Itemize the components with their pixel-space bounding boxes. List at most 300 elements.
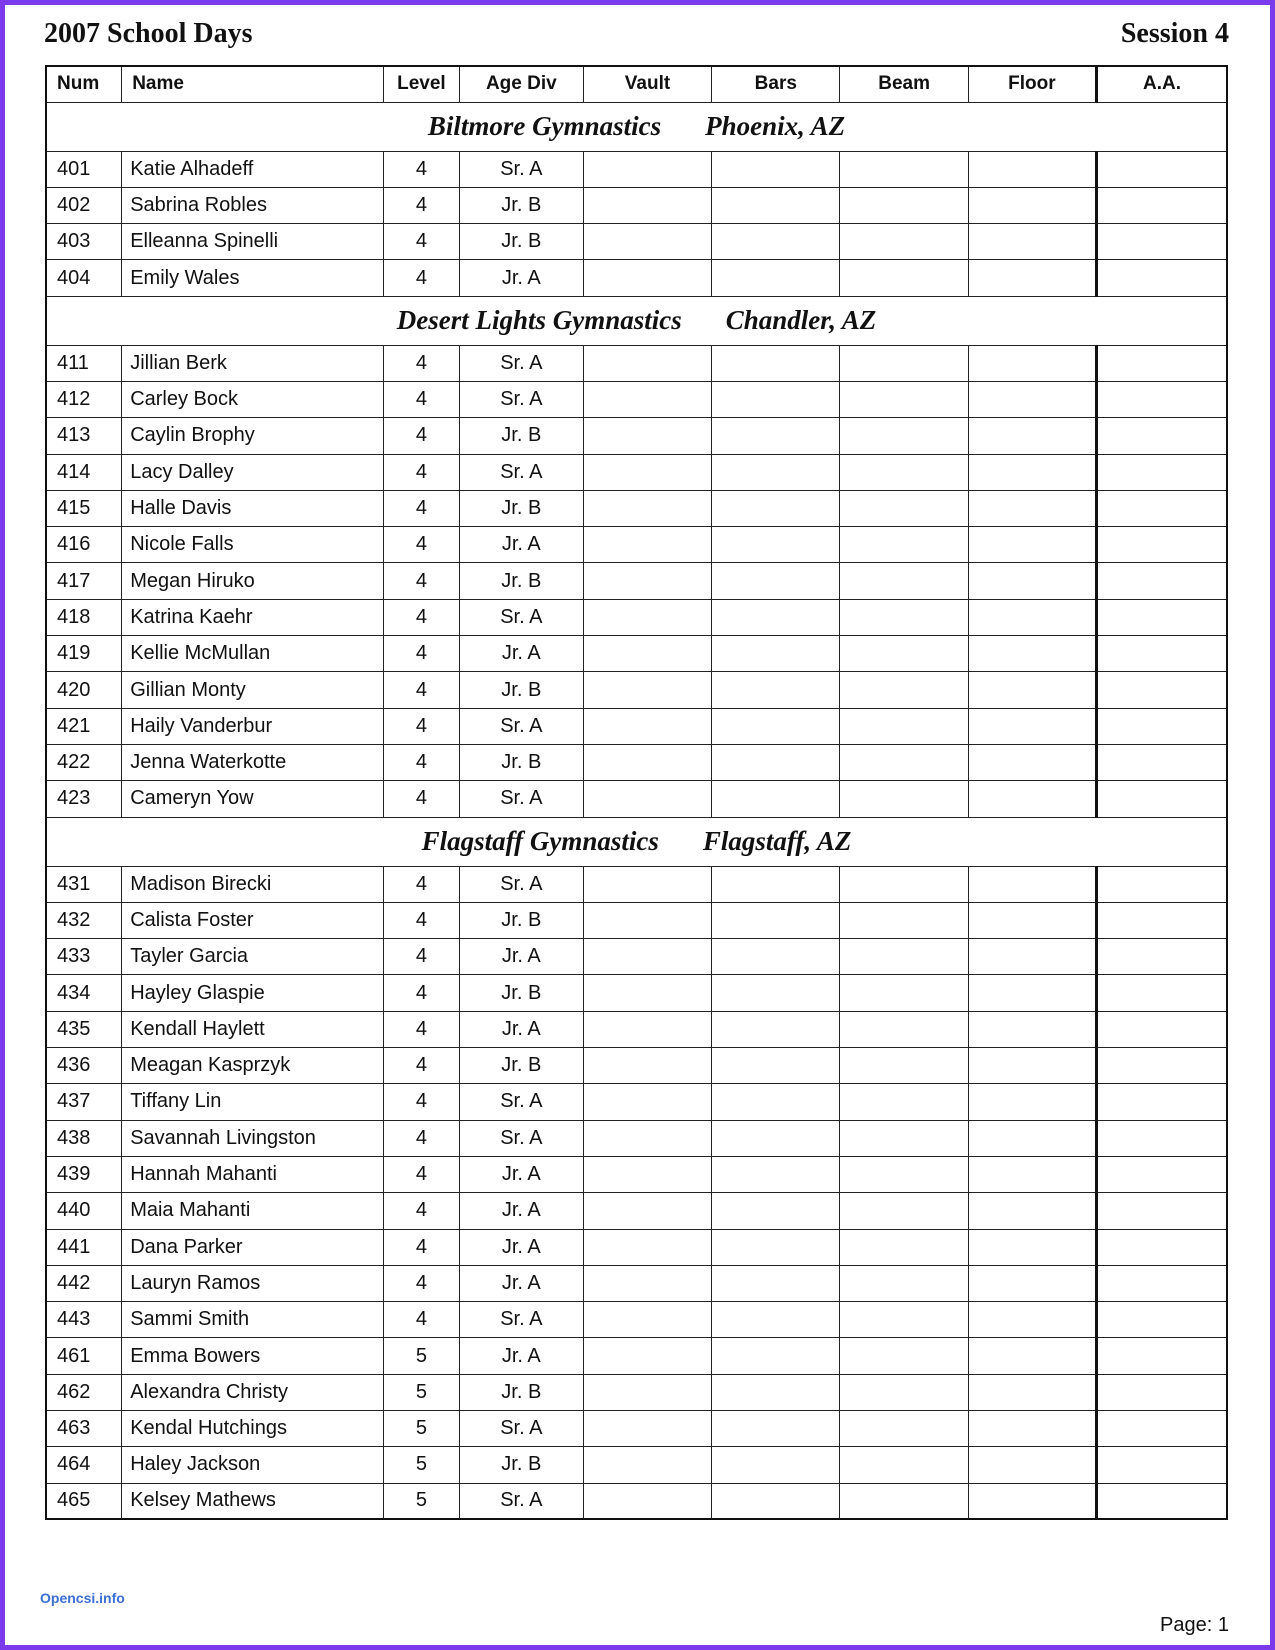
gymnast-age-div: Sr. A [459, 708, 583, 744]
bars-score-cell [712, 599, 840, 635]
floor-score-cell [968, 781, 1096, 817]
gymnast-name: Kendal Hutchings [122, 1411, 384, 1447]
aa-score-cell [1097, 1156, 1227, 1192]
bars-score-cell [712, 672, 840, 708]
beam-score-cell [840, 744, 968, 780]
gymnast-age-div: Sr. A [459, 1302, 583, 1338]
vault-score-cell [583, 381, 711, 417]
gymnast-level: 4 [384, 599, 460, 635]
gymnast-level: 4 [384, 636, 460, 672]
aa-score-cell [1097, 224, 1227, 260]
beam-score-cell [840, 563, 968, 599]
club-city: Chandler, AZ [725, 305, 877, 336]
bars-score-cell [712, 636, 840, 672]
club-header [46, 817, 1227, 866]
gymnast-number: 417 [46, 563, 122, 599]
vault-score-cell [583, 1120, 711, 1156]
gymnast-level: 5 [384, 1447, 460, 1483]
table-row [46, 975, 1227, 1011]
aa-score-cell [1097, 1229, 1227, 1265]
gymnast-name: Lauryn Ramos [122, 1265, 384, 1301]
table-row [46, 224, 1227, 260]
table-row [46, 599, 1227, 635]
vault-score-cell [583, 1483, 711, 1519]
gymnast-age-div: Sr. A [459, 381, 583, 417]
table-row [46, 1193, 1227, 1229]
score-sheet-table [45, 65, 1228, 1520]
aa-score-cell [1097, 151, 1227, 187]
gymnast-name: Jenna Waterkotte [122, 744, 384, 780]
gymnast-age-div: Jr. A [459, 1229, 583, 1265]
gymnast-level: 5 [384, 1338, 460, 1374]
aa-score-cell [1097, 866, 1227, 902]
gymnast-level: 4 [384, 708, 460, 744]
gymnast-level: 4 [384, 1229, 460, 1265]
beam-score-cell [840, 1338, 968, 1374]
gymnast-name: Tayler Garcia [122, 939, 384, 975]
beam-score-cell [840, 708, 968, 744]
gymnast-number: 422 [46, 744, 122, 780]
aa-score-cell [1097, 902, 1227, 938]
gymnast-number: 419 [46, 636, 122, 672]
gymnast-number: 440 [46, 1193, 122, 1229]
beam-score-cell [840, 454, 968, 490]
col-header-aa: A.A. [1097, 66, 1227, 102]
vault-score-cell [583, 224, 711, 260]
vault-score-cell [583, 744, 711, 780]
header-row [46, 66, 1227, 102]
floor-score-cell [968, 708, 1096, 744]
gymnast-age-div: Sr. A [459, 1120, 583, 1156]
gymnast-age-div: Sr. A [459, 1411, 583, 1447]
vault-score-cell [583, 902, 711, 938]
table-row [46, 636, 1227, 672]
aa-score-cell [1097, 454, 1227, 490]
gymnast-age-div: Jr. A [459, 636, 583, 672]
vault-score-cell [583, 490, 711, 526]
vault-score-cell [583, 1265, 711, 1301]
gymnast-name: Madison Birecki [122, 866, 384, 902]
col-header-vault: Vault [583, 66, 711, 102]
gymnast-age-div: Sr. A [459, 1084, 583, 1120]
aa-score-cell [1097, 672, 1227, 708]
beam-score-cell [840, 151, 968, 187]
aa-score-cell [1097, 744, 1227, 780]
floor-score-cell [968, 1411, 1096, 1447]
beam-score-cell [840, 1483, 968, 1519]
aa-score-cell [1097, 708, 1227, 744]
gymnast-number: 464 [46, 1447, 122, 1483]
bars-score-cell [712, 975, 840, 1011]
vault-score-cell [583, 1156, 711, 1192]
gymnast-number: 465 [46, 1483, 122, 1519]
gymnast-name: Savannah Livingston [122, 1120, 384, 1156]
gymnast-number: 432 [46, 902, 122, 938]
gymnast-age-div: Jr. B [459, 418, 583, 454]
gymnast-name: Caylin Brophy [122, 418, 384, 454]
table-row [46, 418, 1227, 454]
gymnast-name: Emily Wales [122, 260, 384, 296]
gymnast-name: Maia Mahanti [122, 1193, 384, 1229]
aa-score-cell [1097, 260, 1227, 296]
club-name: Flagstaff Gymnastics [421, 826, 659, 857]
gymnast-name: Tiffany Lin [122, 1084, 384, 1120]
gymnast-level: 4 [384, 1048, 460, 1084]
vault-score-cell [583, 1338, 711, 1374]
gymnast-age-div: Jr. B [459, 187, 583, 223]
gymnast-age-div: Jr. B [459, 224, 583, 260]
beam-score-cell [840, 527, 968, 563]
beam-score-cell [840, 418, 968, 454]
gymnast-level: 5 [384, 1483, 460, 1519]
floor-score-cell [968, 490, 1096, 526]
beam-score-cell [840, 345, 968, 381]
table-row [46, 781, 1227, 817]
aa-score-cell [1097, 1302, 1227, 1338]
gymnast-name: Dana Parker [122, 1229, 384, 1265]
gymnast-name: Kendall Haylett [122, 1011, 384, 1047]
table-row [46, 708, 1227, 744]
gymnast-age-div: Sr. A [459, 599, 583, 635]
beam-score-cell [840, 902, 968, 938]
gymnast-number: 434 [46, 975, 122, 1011]
vault-score-cell [583, 1048, 711, 1084]
vault-score-cell [583, 1084, 711, 1120]
bars-score-cell [712, 866, 840, 902]
table-row [46, 151, 1227, 187]
floor-score-cell [968, 939, 1096, 975]
beam-score-cell [840, 866, 968, 902]
aa-score-cell [1097, 563, 1227, 599]
gymnast-level: 4 [384, 672, 460, 708]
bars-score-cell [712, 1011, 840, 1047]
club-header-row [46, 817, 1227, 866]
floor-score-cell [968, 260, 1096, 296]
bars-score-cell [712, 1411, 840, 1447]
club-header-row [46, 102, 1227, 151]
vault-score-cell [583, 151, 711, 187]
club-header-row [46, 296, 1227, 345]
gymnast-level: 4 [384, 381, 460, 417]
table-row [46, 902, 1227, 938]
gymnast-name: Cameryn Yow [122, 781, 384, 817]
club-header [46, 296, 1227, 345]
floor-score-cell [968, 672, 1096, 708]
bars-score-cell [712, 1302, 840, 1338]
bars-score-cell [712, 563, 840, 599]
table-row [46, 1411, 1227, 1447]
floor-score-cell [968, 418, 1096, 454]
vault-score-cell [583, 636, 711, 672]
floor-score-cell [968, 1483, 1096, 1519]
bars-score-cell [712, 490, 840, 526]
beam-score-cell [840, 672, 968, 708]
gymnast-name: Nicole Falls [122, 527, 384, 563]
beam-score-cell [840, 1265, 968, 1301]
gymnast-name: Katrina Kaehr [122, 599, 384, 635]
bars-score-cell [712, 1193, 840, 1229]
floor-score-cell [968, 1447, 1096, 1483]
gymnast-number: 416 [46, 527, 122, 563]
beam-score-cell [840, 1447, 968, 1483]
gymnast-age-div: Jr. B [459, 672, 583, 708]
gymnast-level: 4 [384, 418, 460, 454]
gymnast-number: 418 [46, 599, 122, 635]
aa-score-cell [1097, 939, 1227, 975]
floor-score-cell [968, 1302, 1096, 1338]
aa-score-cell [1097, 781, 1227, 817]
gymnast-number: 431 [46, 866, 122, 902]
vault-score-cell [583, 1193, 711, 1229]
vault-score-cell [583, 975, 711, 1011]
gymnast-level: 4 [384, 866, 460, 902]
table-row [46, 1265, 1227, 1301]
bars-score-cell [712, 1120, 840, 1156]
gymnast-age-div: Jr. A [459, 1265, 583, 1301]
gymnast-number: 443 [46, 1302, 122, 1338]
aa-score-cell [1097, 381, 1227, 417]
gymnast-level: 4 [384, 490, 460, 526]
gymnast-name: Carley Bock [122, 381, 384, 417]
table-row [46, 345, 1227, 381]
floor-score-cell [968, 224, 1096, 260]
gymnast-number: 421 [46, 708, 122, 744]
gymnast-age-div: Sr. A [459, 866, 583, 902]
beam-score-cell [840, 381, 968, 417]
aa-score-cell [1097, 1048, 1227, 1084]
beam-score-cell [840, 1120, 968, 1156]
floor-score-cell [968, 381, 1096, 417]
floor-score-cell [968, 744, 1096, 780]
aa-score-cell [1097, 1447, 1227, 1483]
bars-score-cell [712, 1156, 840, 1192]
vault-score-cell [583, 1411, 711, 1447]
gymnast-age-div: Jr. A [459, 1193, 583, 1229]
gymnast-age-div: Jr. B [459, 744, 583, 780]
bars-score-cell [712, 527, 840, 563]
gymnast-age-div: Jr. A [459, 1156, 583, 1192]
page-number: Page: 1 [1160, 1614, 1229, 1636]
gymnast-level: 4 [384, 151, 460, 187]
gymnast-number: 411 [46, 345, 122, 381]
gymnast-number: 413 [46, 418, 122, 454]
aa-score-cell [1097, 1338, 1227, 1374]
gymnast-level: 4 [384, 939, 460, 975]
table-row [46, 1338, 1227, 1374]
gymnast-name: Calista Foster [122, 902, 384, 938]
floor-score-cell [968, 1193, 1096, 1229]
gymnast-level: 4 [384, 527, 460, 563]
vault-score-cell [583, 939, 711, 975]
beam-score-cell [840, 187, 968, 223]
table-row [46, 1048, 1227, 1084]
bars-score-cell [712, 224, 840, 260]
gymnast-name: Lacy Dalley [122, 454, 384, 490]
gymnast-level: 4 [384, 224, 460, 260]
floor-score-cell [968, 1338, 1096, 1374]
aa-score-cell [1097, 1084, 1227, 1120]
aa-score-cell [1097, 527, 1227, 563]
gymnast-number: 401 [46, 151, 122, 187]
aa-score-cell [1097, 1120, 1227, 1156]
gymnast-age-div: Sr. A [459, 1483, 583, 1519]
col-header-floor: Floor [968, 66, 1096, 102]
floor-score-cell [968, 1120, 1096, 1156]
gymnast-age-div: Jr. B [459, 1048, 583, 1084]
bars-score-cell [712, 187, 840, 223]
bars-score-cell [712, 1229, 840, 1265]
beam-score-cell [840, 1156, 968, 1192]
beam-score-cell [840, 1193, 968, 1229]
gymnast-level: 4 [384, 744, 460, 780]
beam-score-cell [840, 636, 968, 672]
beam-score-cell [840, 1084, 968, 1120]
bars-score-cell [712, 151, 840, 187]
floor-score-cell [968, 866, 1096, 902]
vault-score-cell [583, 781, 711, 817]
gymnast-age-div: Jr. B [459, 490, 583, 526]
gymnast-age-div: Jr. B [459, 1374, 583, 1410]
table-row [46, 1447, 1227, 1483]
table-row [46, 1374, 1227, 1410]
bars-score-cell [712, 345, 840, 381]
gymnast-number: 404 [46, 260, 122, 296]
gymnast-number: 461 [46, 1338, 122, 1374]
vault-score-cell [583, 1447, 711, 1483]
gymnast-number: 435 [46, 1011, 122, 1047]
vault-score-cell [583, 345, 711, 381]
club-city: Phoenix, AZ [705, 111, 846, 141]
beam-score-cell [840, 490, 968, 526]
bars-score-cell [712, 1265, 840, 1301]
floor-score-cell [968, 151, 1096, 187]
gymnast-name: Meagan Kasprzyk [122, 1048, 384, 1084]
gymnast-name: Emma Bowers [122, 1338, 384, 1374]
vault-score-cell [583, 672, 711, 708]
bars-score-cell [712, 260, 840, 296]
table-row [46, 1483, 1227, 1519]
gymnast-level: 4 [384, 975, 460, 1011]
gymnast-age-div: Jr. B [459, 563, 583, 599]
beam-score-cell [840, 1374, 968, 1410]
floor-score-cell [968, 636, 1096, 672]
aa-score-cell [1097, 1374, 1227, 1410]
beam-score-cell [840, 781, 968, 817]
gymnast-age-div: Sr. A [459, 781, 583, 817]
aa-score-cell [1097, 1193, 1227, 1229]
gymnast-age-div: Jr. A [459, 260, 583, 296]
aa-score-cell [1097, 1483, 1227, 1519]
gymnast-age-div: Jr. A [459, 939, 583, 975]
gymnast-age-div: Sr. A [459, 151, 583, 187]
beam-score-cell [840, 975, 968, 1011]
gymnast-age-div: Jr. B [459, 975, 583, 1011]
aa-score-cell [1097, 599, 1227, 635]
bars-score-cell [712, 1483, 840, 1519]
bars-score-cell [712, 744, 840, 780]
gymnast-number: 420 [46, 672, 122, 708]
gymnast-number: 462 [46, 1374, 122, 1410]
col-header-beam: Beam [840, 66, 968, 102]
gymnast-name: Halle Davis [122, 490, 384, 526]
bars-score-cell [712, 939, 840, 975]
gymnast-number: 415 [46, 490, 122, 526]
gymnast-level: 5 [384, 1374, 460, 1410]
gymnast-level: 4 [384, 1011, 460, 1047]
gymnast-name: Alexandra Christy [122, 1374, 384, 1410]
gymnast-age-div: Jr. B [459, 1447, 583, 1483]
floor-score-cell [968, 1156, 1096, 1192]
aa-score-cell [1097, 345, 1227, 381]
table-row [46, 1011, 1227, 1047]
club-header [46, 102, 1227, 151]
aa-score-cell [1097, 636, 1227, 672]
beam-score-cell [840, 224, 968, 260]
floor-score-cell [968, 1011, 1096, 1047]
table-row [46, 1120, 1227, 1156]
floor-score-cell [968, 187, 1096, 223]
floor-score-cell [968, 902, 1096, 938]
bars-score-cell [712, 418, 840, 454]
gymnast-name: Jillian Berk [122, 345, 384, 381]
bars-score-cell [712, 1338, 840, 1374]
table-row [46, 672, 1227, 708]
vault-score-cell [583, 1011, 711, 1047]
aa-score-cell [1097, 418, 1227, 454]
col-header-name: Name [122, 66, 384, 102]
vault-score-cell [583, 260, 711, 296]
gymnast-level: 4 [384, 902, 460, 938]
club-name: Desert Lights Gymnastics [396, 305, 682, 336]
gymnast-number: 414 [46, 454, 122, 490]
gymnast-number: 423 [46, 781, 122, 817]
vault-score-cell [583, 187, 711, 223]
floor-score-cell [968, 454, 1096, 490]
gymnast-name: Elleanna Spinelli [122, 224, 384, 260]
floor-score-cell [968, 599, 1096, 635]
gymnast-age-div: Sr. A [459, 345, 583, 381]
vault-score-cell [583, 418, 711, 454]
bars-score-cell [712, 1447, 840, 1483]
table-row [46, 187, 1227, 223]
gymnast-number: 439 [46, 1156, 122, 1192]
aa-score-cell [1097, 1011, 1227, 1047]
gymnast-level: 4 [384, 260, 460, 296]
beam-score-cell [840, 1411, 968, 1447]
gymnast-age-div: Jr. A [459, 527, 583, 563]
vault-score-cell [583, 599, 711, 635]
gymnast-level: 5 [384, 1411, 460, 1447]
gymnast-number: 441 [46, 1229, 122, 1265]
floor-score-cell [968, 975, 1096, 1011]
table-row [46, 744, 1227, 780]
bars-score-cell [712, 708, 840, 744]
floor-score-cell [968, 1084, 1096, 1120]
gymnast-number: 438 [46, 1120, 122, 1156]
gymnast-level: 4 [384, 1193, 460, 1229]
aa-score-cell [1097, 1411, 1227, 1447]
vault-score-cell [583, 563, 711, 599]
gymnast-name: Katie Alhadeff [122, 151, 384, 187]
gymnast-level: 4 [384, 187, 460, 223]
gymnast-level: 4 [384, 1120, 460, 1156]
table-row [46, 454, 1227, 490]
gymnast-number: 403 [46, 224, 122, 260]
beam-score-cell [840, 939, 968, 975]
gymnast-name: Sammi Smith [122, 1302, 384, 1338]
gymnast-name: Megan Hiruko [122, 563, 384, 599]
floor-score-cell [968, 1374, 1096, 1410]
